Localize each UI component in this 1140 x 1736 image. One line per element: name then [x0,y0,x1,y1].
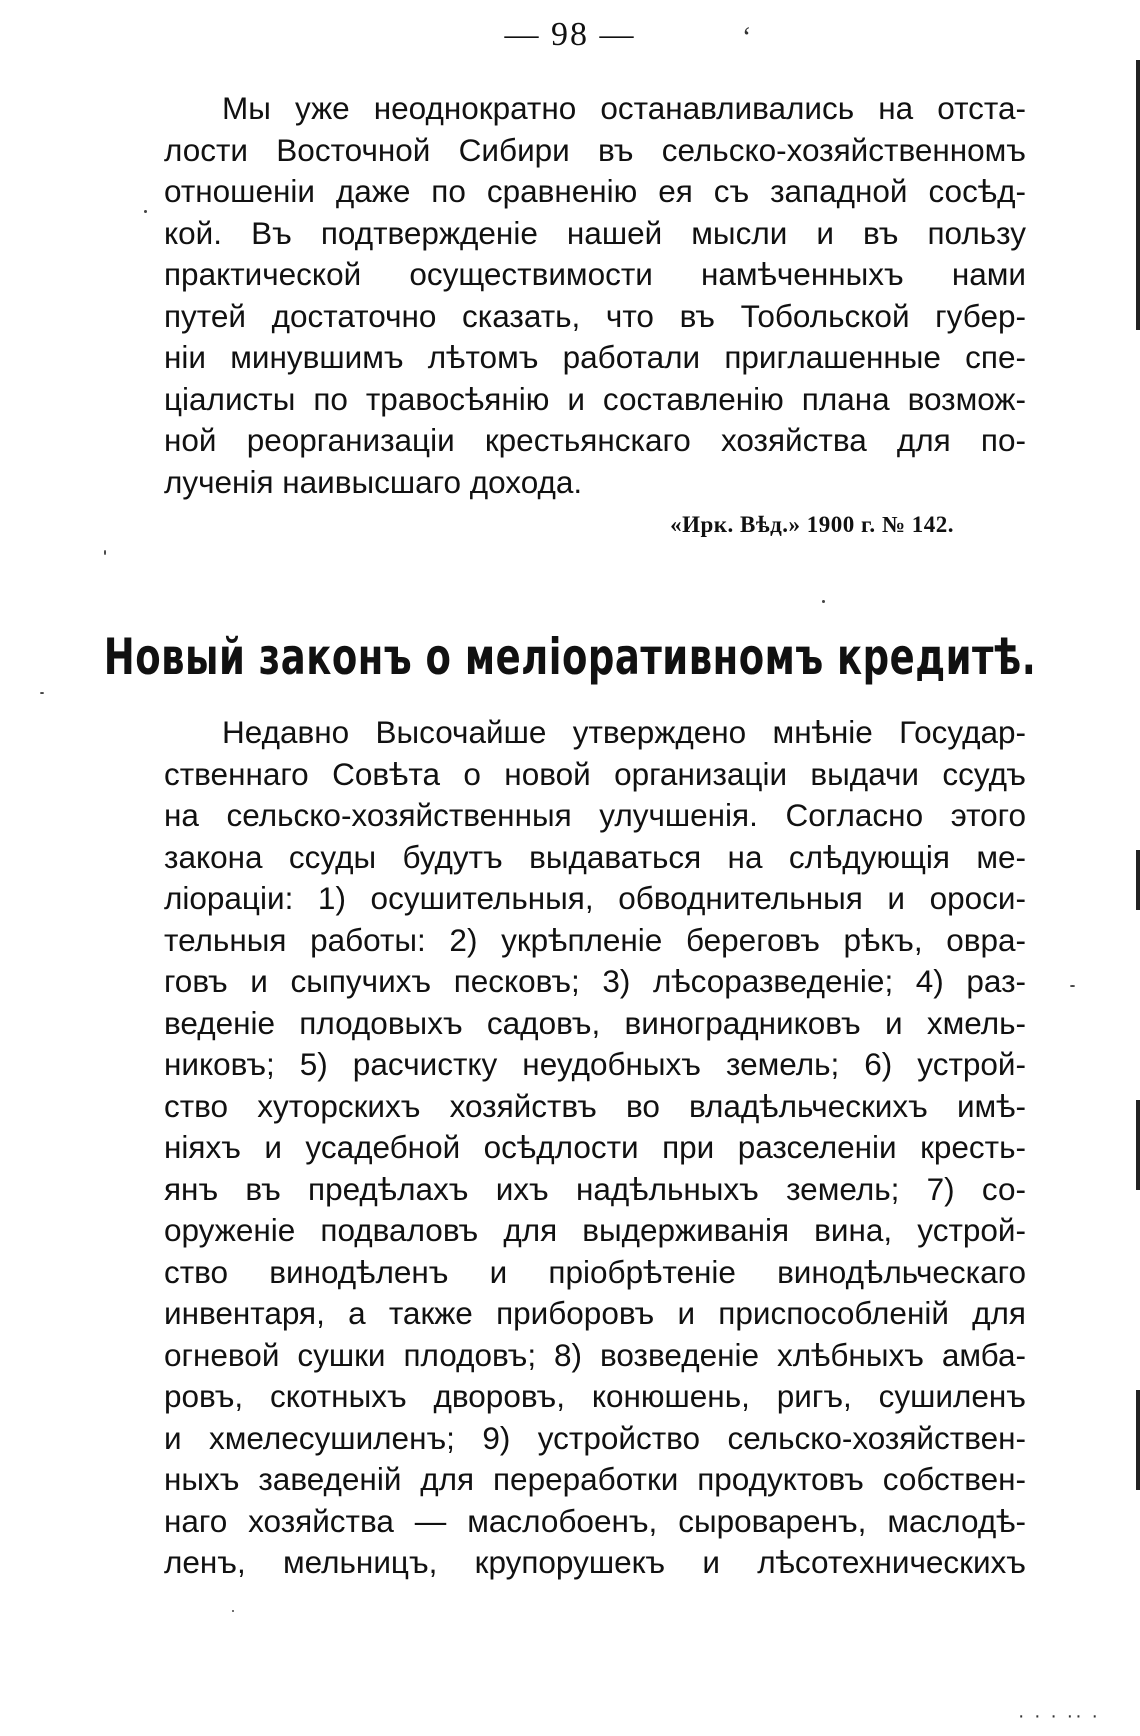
text-line: ной реорганизаціи крестьянскаго хозяйства для по- [164,422,1026,458]
ink-mark: ʻ [742,22,752,53]
page-edge-shadow [1136,1100,1140,1190]
page-edge-shadow [1136,1390,1140,1490]
text-line: лости Восточной Сибири въ сельско-хозяйственномъ [164,131,1026,168]
page-edge-shadow [1136,850,1140,910]
dust-speck [144,210,147,213]
paragraph-2 [164,712,1026,1584]
text-line: ціалисты по травосѣянію и составленію плана возмож- [164,380,1026,417]
text-line: закона ссуды будутъ выдаваться на слѣдующія ме- [164,838,1026,875]
text-line: инвентаря, а также приборовъ и приспособленій для [164,1295,1026,1331]
text-line: путей достаточно сказать, что въ Тобольской губер- [164,297,1026,334]
text-line: ровъ, скотныхъ дворовъ, конюшень, ригъ, сушиленъ [164,1378,1026,1414]
text-line: на сельско-хозяйственныя улучшенія. Согласно этого [164,797,1026,833]
page-edge-shadow [1136,60,1140,330]
text-line: огневой сушки плодовъ; 8) возведеніе хлѣбныхъ амба- [164,1336,1026,1373]
dust-speck [104,550,106,555]
dust-speck [232,1610,234,1612]
source-citation: «Ирк. Вѣд.» 1900 г. № 142. [670,512,954,537]
text-line: кой. Въ подтвержденіе нашей мысли и въ пользу [164,214,1026,251]
text-line: говъ и сыпучихъ песковъ; 3) лѣсоразведеніе; 4) раз- [164,963,1026,999]
text-line: отношеніи даже по сравненію ея съ западной сосѣд- [164,173,1026,209]
article-heading: Новый законъ о меліоративномъ кредитѣ. [103,628,1037,687]
dust-speck [822,600,825,603]
text-line: янъ въ предѣлахъ ихъ надѣльныхъ земель; 7) со- [164,1170,1026,1207]
text-line: ныхъ заведеній для переработки продуктовъ собствен- [164,1461,1026,1497]
text-line: ство винодѣленъ и пріобрѣтеніе винодѣльческаго [164,1253,1026,1290]
text-line: ніяхъ и усадебной осѣдлости при разселеніи кресть- [164,1129,1026,1165]
text-line: и хмелесушиленъ; 9) устройство сельско-хозяйствен- [164,1419,1026,1456]
text-line: оруженіе подваловъ для выдерживанія вина, устрой- [164,1212,1026,1248]
text-line: веденіе плодовыхъ садовъ, виноградниковъ и хмель- [164,1004,1026,1041]
text-line: Недавно Высочайше утверждено мнѣніе Государ- [222,714,1026,750]
scan-dots: · · · ·· · [1017,1705,1100,1727]
text-line: лученія наивысшаго дохода. [164,463,583,500]
text-line: ліораціи: 1) осушительныя, обводнительныя и ороси- [164,880,1026,916]
text-line: никовъ; 5) расчистку неудобныхъ земель; 6) устрой- [164,1046,1026,1082]
text-line: практической осуществимости намѣченныхъ нами [164,256,1026,292]
text-line: Мы уже неоднократно останавливались на отста- [222,90,1026,126]
dust-speck [1070,985,1075,987]
text-line: ство хуторскихъ хозяйствъ во владѣльческихъ имѣ- [164,1087,1026,1124]
page-number: — 98 — [504,16,636,53]
dust-speck [40,692,44,694]
text-line: тельныя работы: 2) укрѣпленіе береговъ рѣкъ, овра- [164,921,1026,958]
text-line: ственнаго Совѣта о новой организаціи выдачи ссудъ [164,755,1026,792]
text-line: ленъ, мельницъ, крупорушекъ и лѣсотехническихъ [164,1544,1026,1580]
paragraph-1 [164,88,1026,503]
text-line: ніи минувшимъ лѣтомъ работали приглашенные спе- [164,339,1026,375]
text-line: наго хозяйства — маслобоенъ, сыроваренъ, маслодѣ- [164,1502,1026,1539]
